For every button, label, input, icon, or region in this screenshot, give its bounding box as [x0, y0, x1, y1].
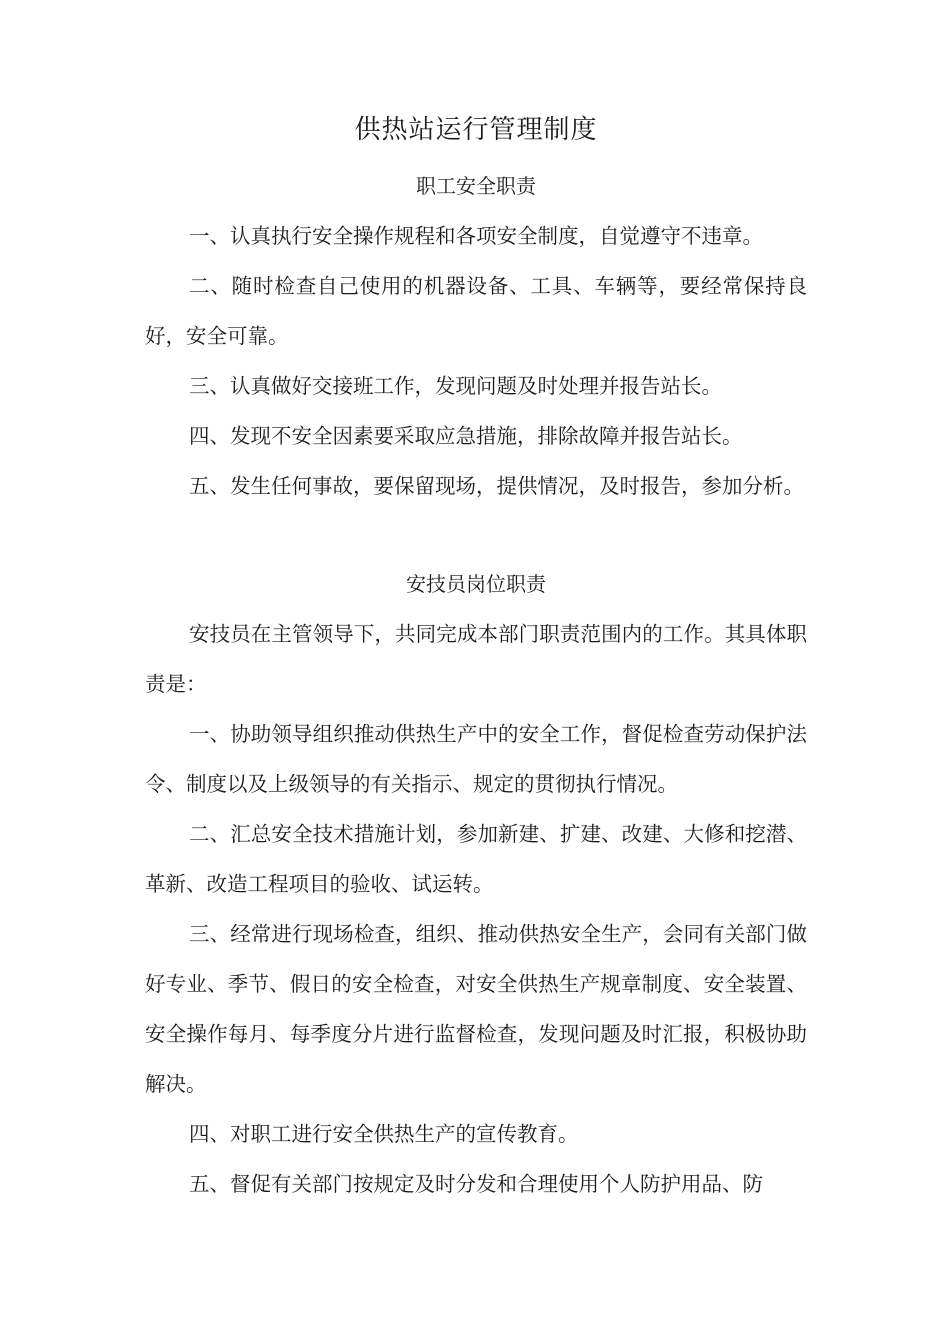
paragraph: 一、协助领导组织推动供热生产中的安全工作，督促检查劳动保护法令、制度以及上级领导的有关指示、规定的贯彻执行情况。 [145, 722, 807, 796]
document-title: 供热站运行管理制度 [354, 115, 598, 145]
paragraph: 四、发现不安全因素要采取应急措施，排除故障并报告站长。 [189, 424, 743, 448]
paragraph: 安技员在主管领导下，共同完成本部门职责范围内的工作。其具体职责是： [145, 622, 807, 696]
section-heading-staff-safety: 职工安全职责 [416, 174, 536, 198]
paragraph: 五、发生任何事故，要保留现场，提供情况，及时报告，参加分析。 [189, 474, 804, 498]
paragraph: 四、对职工进行安全供热生产的宣传教育。 [189, 1122, 579, 1146]
paragraph: 三、经常进行现场检查，组织、推动供热安全生产，会同有关部门做好专业、季节、假日的安全检查，对安全供热生产规章制度、安全装置、安全操作每月、每季度分片进行监督检查，发现问题及时汇报，积极协助解决。 [145, 922, 807, 1096]
paragraph: 五、督促有关部门按规定及时分发和合理使用个人防护用品、防 [189, 1172, 763, 1196]
paragraph: 一、认真执行安全操作规程和各项安全制度，自觉遵守不违章。 [189, 224, 763, 248]
paragraph: 二、汇总安全技术措施计划，参加新建、扩建、改建、大修和挖潜、革新、改造工程项目的验收、试运转。 [145, 822, 807, 896]
section-heading-safety-officer: 安技员岗位职责 [406, 572, 546, 596]
paragraph: 三、认真做好交接班工作，发现问题及时处理并报告站长。 [189, 374, 722, 398]
paragraph: 二、随时检查自己使用的机器设备、工具、车辆等，要经常保持良好，安全可靠。 [145, 274, 807, 348]
